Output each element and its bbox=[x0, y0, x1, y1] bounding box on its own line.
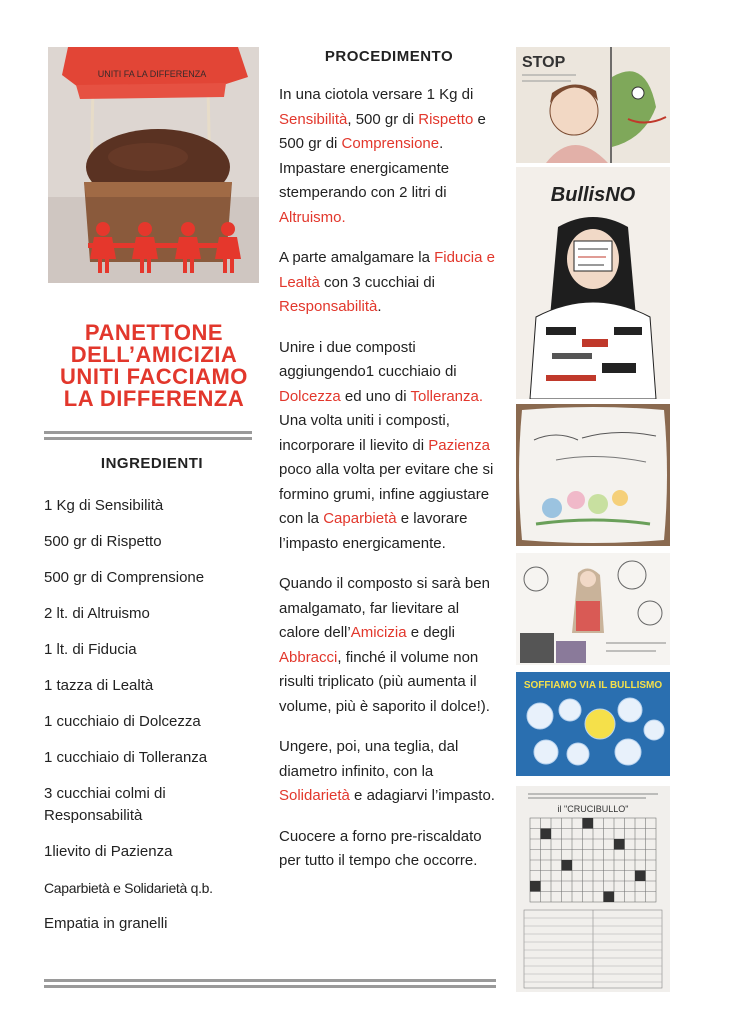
ingredient-item: 2 lt. di Altruismo bbox=[44, 605, 150, 622]
procedure-text bbox=[279, 83, 499, 890]
stop-drawing bbox=[516, 47, 670, 163]
text-run: e adagiarvi l’impasto. bbox=[349, 787, 495, 804]
bullisno-drawing bbox=[516, 167, 670, 399]
drawing-sketch bbox=[516, 553, 670, 665]
stop-text: STOP bbox=[522, 54, 566, 71]
ingredient-item: 1 cucchiaio di Dolcezza bbox=[44, 713, 201, 730]
stop-cyberbullismo-drawing bbox=[516, 47, 670, 163]
text-run: e degli bbox=[406, 624, 455, 641]
procedure-paragraph bbox=[279, 572, 499, 719]
highlight: Caparbietà bbox=[323, 510, 397, 527]
text-run: . Impastare energicamente stemperando con 2 litri di bbox=[279, 135, 450, 201]
ingredient-item: 3 cucchiai colmi di Responsabilità bbox=[44, 785, 166, 824]
procedure-paragraph bbox=[279, 83, 499, 230]
crossword-drawing bbox=[516, 786, 670, 992]
soffiamo-poster bbox=[516, 672, 670, 776]
highlight: Tolleranza. bbox=[410, 387, 484, 405]
soffiamo-text: SOFFIAMO VIA IL BULLISMO bbox=[523, 680, 663, 691]
divider bbox=[44, 431, 252, 434]
title-line: DELL’AMICIZIA bbox=[70, 342, 238, 367]
highlight: Abbracci bbox=[279, 648, 338, 666]
text-run: e lavorare l’impasto energicamente. bbox=[279, 510, 468, 552]
ingredient-item: 1 tazza di Lealtà bbox=[44, 677, 154, 694]
soffiamo-drawing bbox=[516, 672, 670, 776]
text-run: Quando il composto si sarà ben amalgamato, far lievitare al calore dell’ bbox=[279, 575, 490, 641]
highlight: Fiducia e Lealtà bbox=[279, 249, 495, 291]
bottom-divider bbox=[44, 979, 496, 982]
ingredients-heading: INGREDIENTI bbox=[100, 455, 204, 472]
panettone-photo bbox=[48, 47, 259, 283]
text-run: Una volta uniti i composti, incorporare il lievito di bbox=[279, 412, 450, 454]
highlight: Dolcezza bbox=[279, 387, 341, 405]
text-run: A parte amalgamare la bbox=[279, 249, 435, 266]
text-run: con 3 cucchiai di bbox=[319, 273, 435, 291]
text-run: , 500 gr di bbox=[347, 110, 419, 128]
ingredient-item: 1lievito di Pazienza bbox=[44, 843, 173, 860]
highlight: Rispetto bbox=[418, 110, 474, 128]
ingredient-item: Caparbietà e Solidarietà q.b. bbox=[44, 880, 213, 896]
bullisno-text: BullisNO bbox=[550, 184, 636, 206]
panettone-illustration bbox=[48, 47, 259, 283]
text-run: poco alla volta per evitare che si formino grumi, infine aggiustare con la bbox=[279, 461, 494, 527]
procedure-paragraph bbox=[279, 246, 499, 320]
highlight: Altruismo. bbox=[279, 208, 346, 226]
bottom-divider bbox=[44, 985, 496, 988]
highlight: Solidarietà bbox=[279, 787, 350, 804]
highlight: Responsabilità bbox=[279, 298, 378, 315]
recipe-title bbox=[40, 322, 268, 410]
text-run: Unire i due composti aggiungendo1 cucchiaio di bbox=[279, 338, 457, 380]
ingredients-list bbox=[44, 495, 264, 949]
highlight: Comprensione bbox=[341, 135, 440, 152]
pillow-photo bbox=[516, 404, 670, 546]
ingredient-item: Empatia in granelli bbox=[44, 915, 168, 932]
title-line: UNITI FACCIAMO bbox=[60, 364, 248, 389]
ingredient-item: 500 gr di Rispetto bbox=[44, 533, 162, 550]
text-run: . bbox=[377, 298, 382, 315]
bullisno-poster bbox=[516, 167, 670, 399]
ingredient-item: 1 lt. di Fiducia bbox=[44, 641, 137, 658]
crucibullo-title: il "CRUCIBULLO" bbox=[557, 804, 629, 814]
crucibullo-crossword bbox=[516, 786, 670, 992]
text-run: Cuocere a forno pre-riscaldato per tutto il tempo che occorre. bbox=[279, 827, 482, 869]
ingredient-item: 1 cucchiaio di Tolleranza bbox=[44, 749, 208, 766]
procedure-paragraph bbox=[279, 735, 499, 809]
text-run: , finché il volume non risulti triplicato (più aumenta il volume, più è saporito il dolce!). bbox=[279, 648, 490, 715]
text-run: In una ciotola versare 1 Kg di bbox=[279, 86, 474, 103]
text-run: ed uno di bbox=[340, 387, 411, 405]
divider bbox=[44, 437, 252, 440]
procedure-paragraph bbox=[279, 336, 499, 557]
ingredient-item: 500 gr di Comprensione bbox=[44, 569, 205, 586]
highlight: Amicizia bbox=[350, 624, 407, 641]
title-line: PANETTONE bbox=[84, 320, 224, 345]
text-run: e 500 gr di bbox=[279, 110, 486, 152]
sketch-drawing bbox=[516, 553, 670, 665]
highlight: Sensibilità bbox=[279, 110, 348, 128]
text-run: Ungere, poi, una teglia, dal diametro infinito, con la bbox=[279, 738, 459, 780]
title-line: LA DIFFERENZA bbox=[63, 386, 245, 411]
pillow-drawing bbox=[516, 404, 670, 546]
procedure-heading: PROCEDIMENTO bbox=[324, 48, 454, 65]
procedure-paragraph bbox=[279, 825, 499, 874]
highlight: Pazienza bbox=[428, 436, 490, 454]
banner-text: UNITI FA LA DIFFERENZA bbox=[97, 69, 207, 79]
ingredient-item: 1 Kg di Sensibilità bbox=[44, 497, 164, 514]
